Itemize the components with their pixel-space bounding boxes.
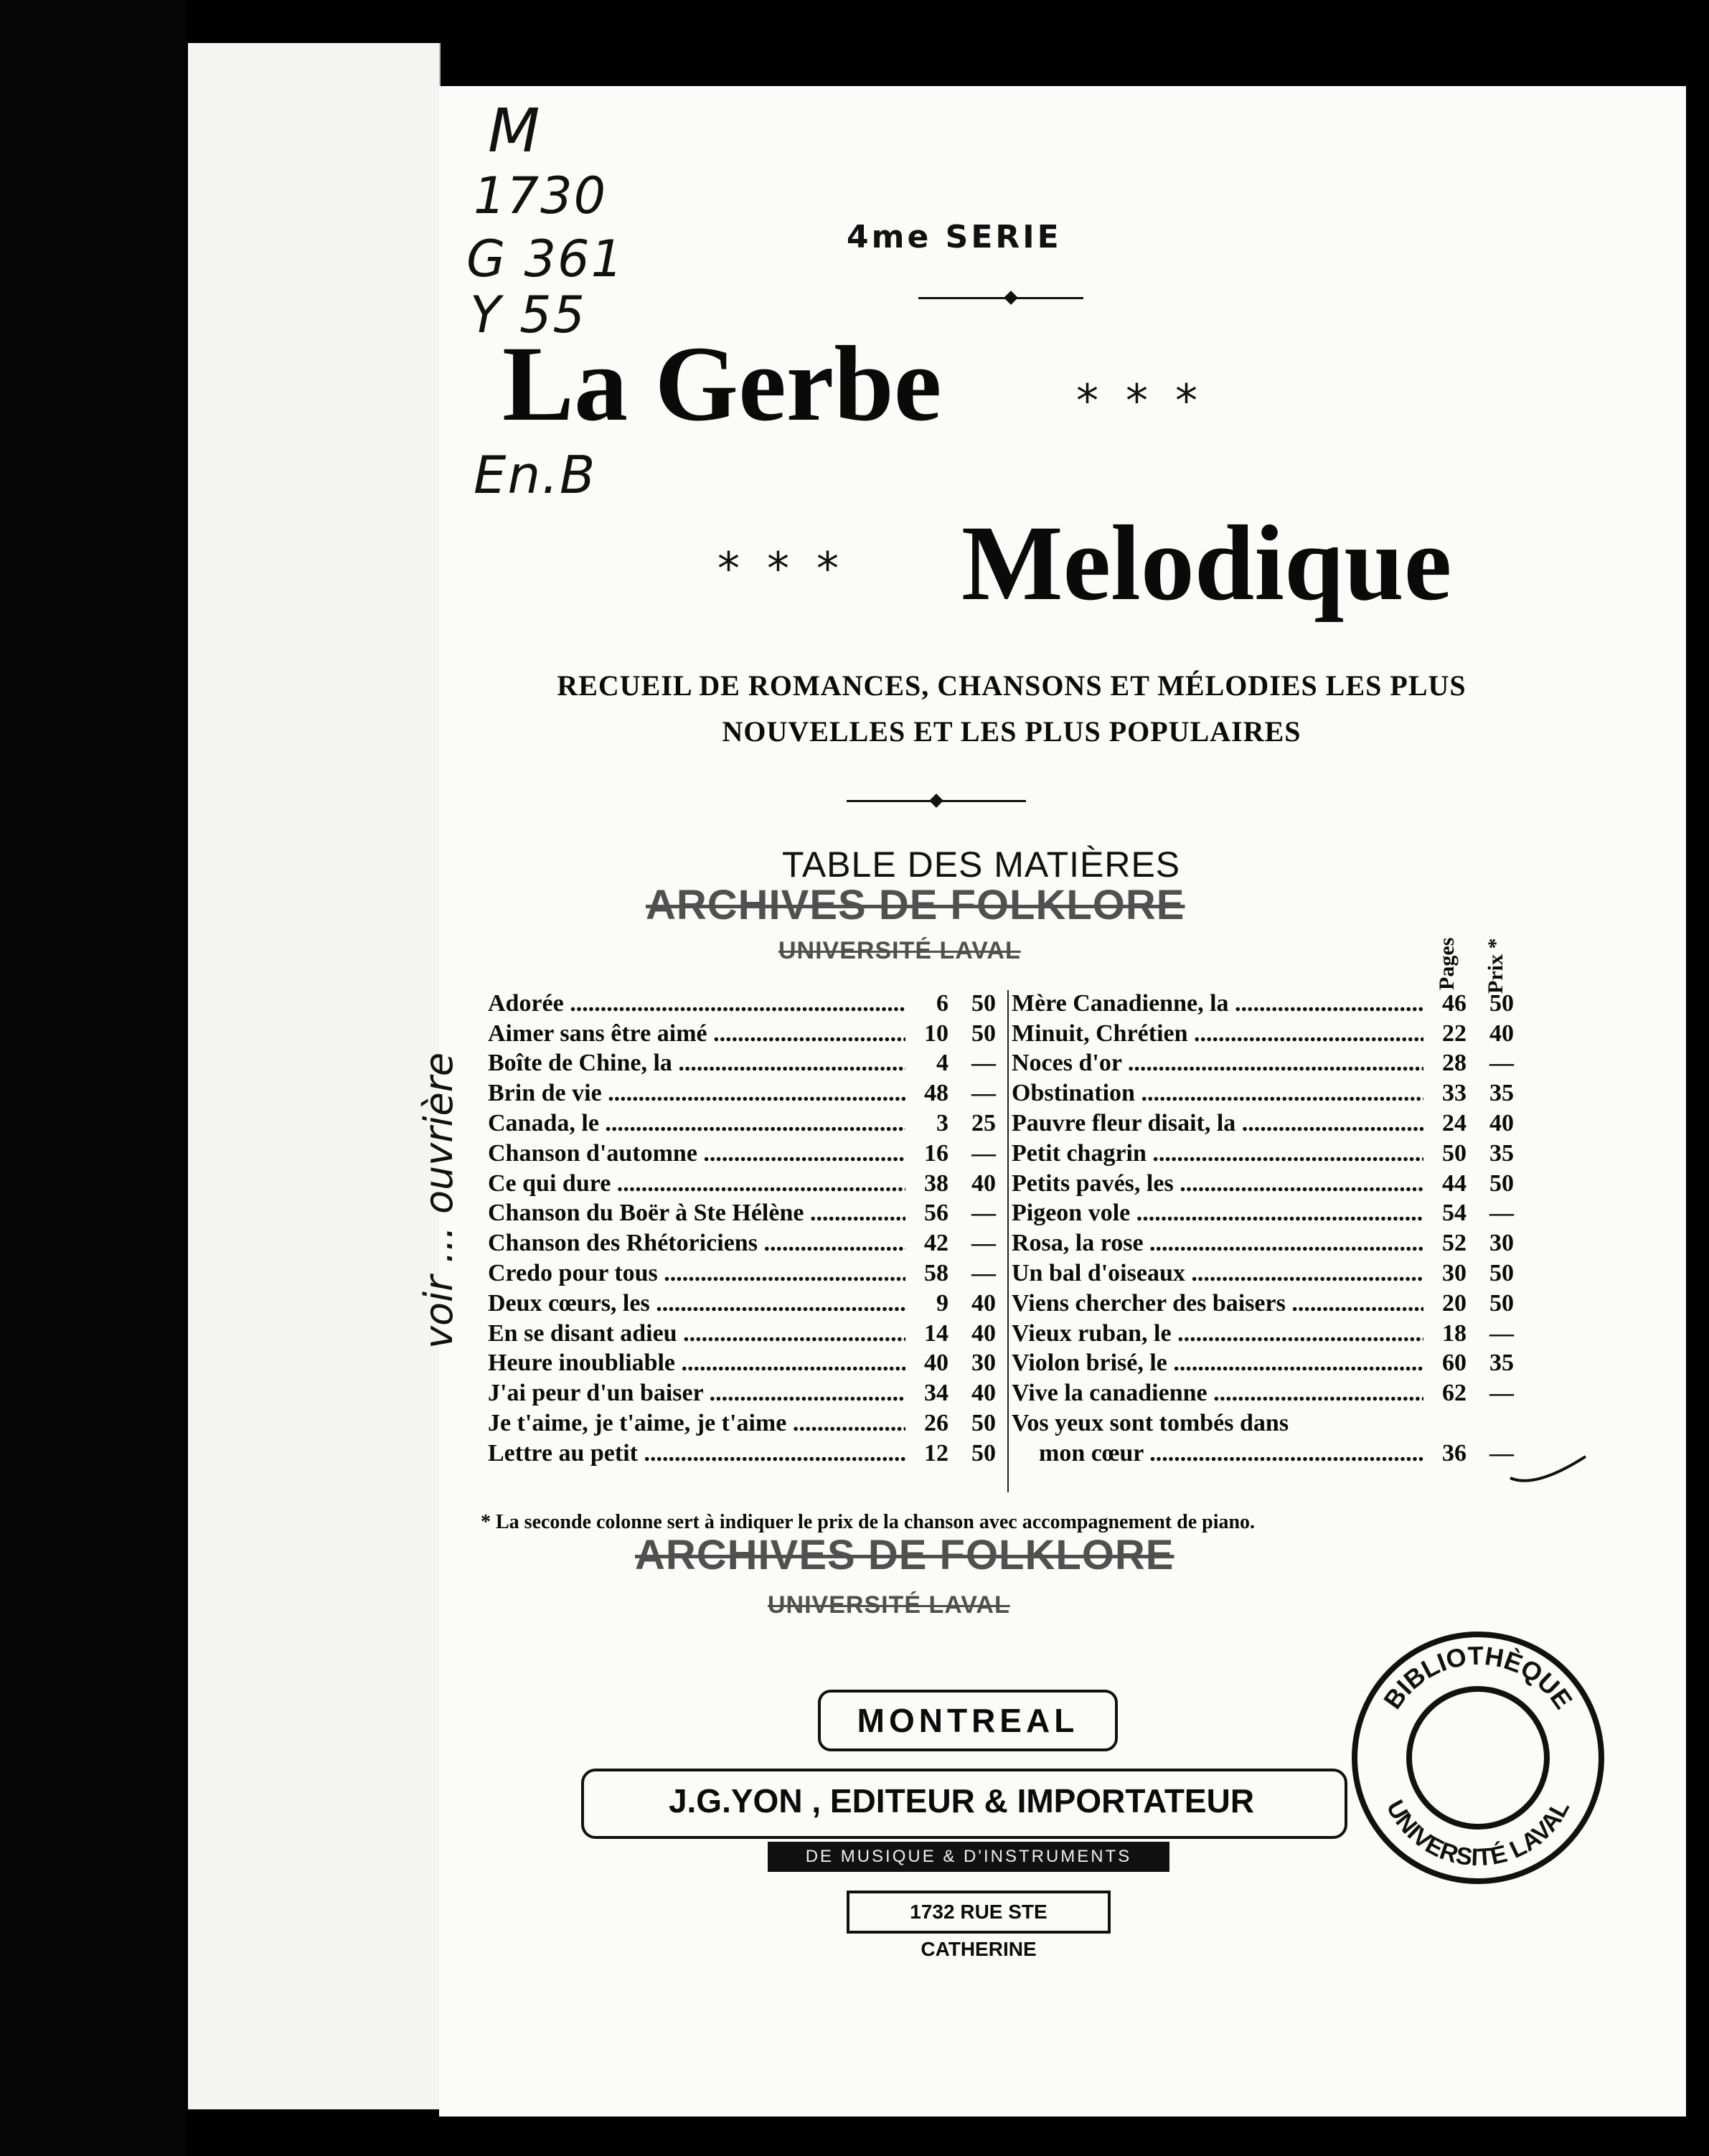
- toc-title: TABLE DES MATIÈRES: [782, 844, 1181, 885]
- title-line-2: Melodique: [961, 504, 1452, 623]
- seal-text-top: BIBLIOTHÈQUE: [1378, 1640, 1578, 1715]
- toc-entry: Lettre au petit ..... 12 50: [488, 1439, 996, 1469]
- star-ornament-right: ***: [1076, 375, 1225, 427]
- svg-text:BIBLIOTHÈQUE: [1378, 1641, 1578, 1715]
- subtitle-line-2: NOUVELLES ET LES PLUS POPULAIRES: [722, 715, 1301, 748]
- toc-entry: Aimer sans être aimé ..... 10 50: [488, 1019, 996, 1049]
- scan-border-left: [0, 0, 187, 2156]
- toc-entry-continuation: mon cœur ..... 36 —: [1012, 1439, 1514, 1469]
- publisher-address: 1732 RUE STE CATHERINE: [847, 1891, 1111, 1934]
- toc-entry: Adorée ..... 6 50: [488, 989, 996, 1019]
- toc-right-column: [1012, 989, 1514, 1469]
- star-ornament-left: ***: [717, 542, 866, 595]
- toc-entry: Chanson des Rhétoriciens ..... 42 —: [488, 1228, 996, 1258]
- toc-left-column: [488, 989, 996, 1469]
- universite-stamp-bottom: UNIVERSITÉ LAVAL: [768, 1591, 1010, 1619]
- universite-stamp-top: UNIVERSITÉ LAVAL: [778, 937, 1021, 964]
- toc-entry: Ce qui dure ..... 38 40: [488, 1169, 996, 1199]
- ornament-rule-top: [918, 297, 1083, 299]
- toc-entry: Vive la canadienne ..... 62 —: [1012, 1378, 1514, 1408]
- toc-column-divider: [1007, 990, 1009, 1492]
- handwritten-callnumber-2: 1730: [474, 166, 608, 225]
- handwritten-callnumber-4: Y 55: [470, 286, 587, 344]
- publisher-band: DE MUSIQUE & D'INSTRUMENTS: [768, 1842, 1169, 1872]
- scan-border-right: [1686, 0, 1709, 2156]
- title-line-1: La Gerbe: [502, 324, 942, 443]
- checkmark-annotation: [1507, 1449, 1593, 1492]
- archives-stamp-bottom: ARCHIVES DE FOLKLORE: [635, 1532, 1174, 1578]
- series-label: 4me SERIE: [847, 219, 1062, 255]
- toc-entry: Minuit, Chrétien ..... 22 40: [1012, 1019, 1514, 1049]
- seal-text-bottom: UNIVERSITÉ LAVAL: [1380, 1795, 1576, 1872]
- subtitle-line-1: RECUEIL DE ROMANCES, CHANSONS ET MÉLODIES LES PLUS: [557, 669, 1466, 702]
- toc-entry: Heure inoubliable ..... 40 30: [488, 1349, 996, 1379]
- toc-entry: Noces d'or ..... 28 —: [1012, 1049, 1514, 1079]
- toc-entry: Viens chercher des baisers ..... 20 50: [1012, 1289, 1514, 1319]
- toc-entry: Violon brisé, le ..... 60 35: [1012, 1349, 1514, 1379]
- toc-entry: Canada, le ..... 3 25: [488, 1108, 996, 1139]
- handwritten-callnumber-1: M: [488, 95, 542, 166]
- publisher-name: J.G.YON , EDITEUR & IMPORTATEUR: [668, 1782, 1255, 1820]
- toc-entry: Vieux ruban, le ..... 18 —: [1012, 1319, 1514, 1349]
- toc-entry: Chanson du Boër à Ste Hélène ..... 56 —: [488, 1199, 996, 1229]
- binding-strip: [188, 43, 441, 2109]
- col-header-prix: Prix *: [1484, 938, 1507, 994]
- toc-entry: Brin de vie ..... 48 —: [488, 1078, 996, 1108]
- handwritten-callnumber-5: En.B: [474, 445, 597, 505]
- toc-entry: J'ai peur d'un baiser ..... 34 40: [488, 1378, 996, 1408]
- toc-entry: Rosa, la rose ..... 52 30: [1012, 1228, 1514, 1258]
- toc-entry: Un bal d'oiseaux ..... 30 50: [1012, 1258, 1514, 1289]
- publisher-cartouche: [581, 1682, 1342, 1960]
- col-header-pages: Pages: [1435, 937, 1459, 990]
- handwritten-callnumber-3: G 361: [466, 230, 625, 288]
- library-seal: [1349, 1629, 1607, 1887]
- toc-entry: En se disant adieu ..... 14 40: [488, 1319, 996, 1349]
- toc-entry: Petit chagrin ..... 50 35: [1012, 1139, 1514, 1169]
- toc-entry: Credo pour tous ..... 58 —: [488, 1258, 996, 1289]
- toc-entry: Vos yeux sont tombés dans: [1012, 1411, 1289, 1436]
- toc-entry: Chanson d'automne ..... 16 —: [488, 1139, 996, 1169]
- publisher-city: MONTREAL: [818, 1690, 1118, 1751]
- toc-entry: Pigeon vole ..... 54 —: [1012, 1199, 1514, 1229]
- toc-entry: Pauvre fleur disait, la ..... 24 40: [1012, 1108, 1514, 1139]
- toc-entry: Mère Canadienne, la ..... 46 50: [1012, 989, 1514, 1019]
- toc-entry: Je t'aime, je t'aime, je t'aime ..... 26 50: [488, 1408, 996, 1439]
- toc-entry: Boîte de Chine, la ..... 4 —: [488, 1049, 996, 1079]
- toc-entry: Obstination ..... 33 35: [1012, 1078, 1514, 1108]
- toc-entry: Deux cœurs, les ..... 9 40: [488, 1289, 996, 1319]
- archives-stamp-top: ARCHIVES DE FOLKLORE: [646, 882, 1185, 928]
- handwritten-margin-note: voir ... ouvrière: [416, 1052, 461, 1349]
- toc-entry: Petits pavés, les ..... 44 50: [1012, 1169, 1514, 1199]
- toc-footnote: * La seconde colonne sert à indiquer le prix de la chanson avec accompagnement de piano.: [481, 1511, 1256, 1533]
